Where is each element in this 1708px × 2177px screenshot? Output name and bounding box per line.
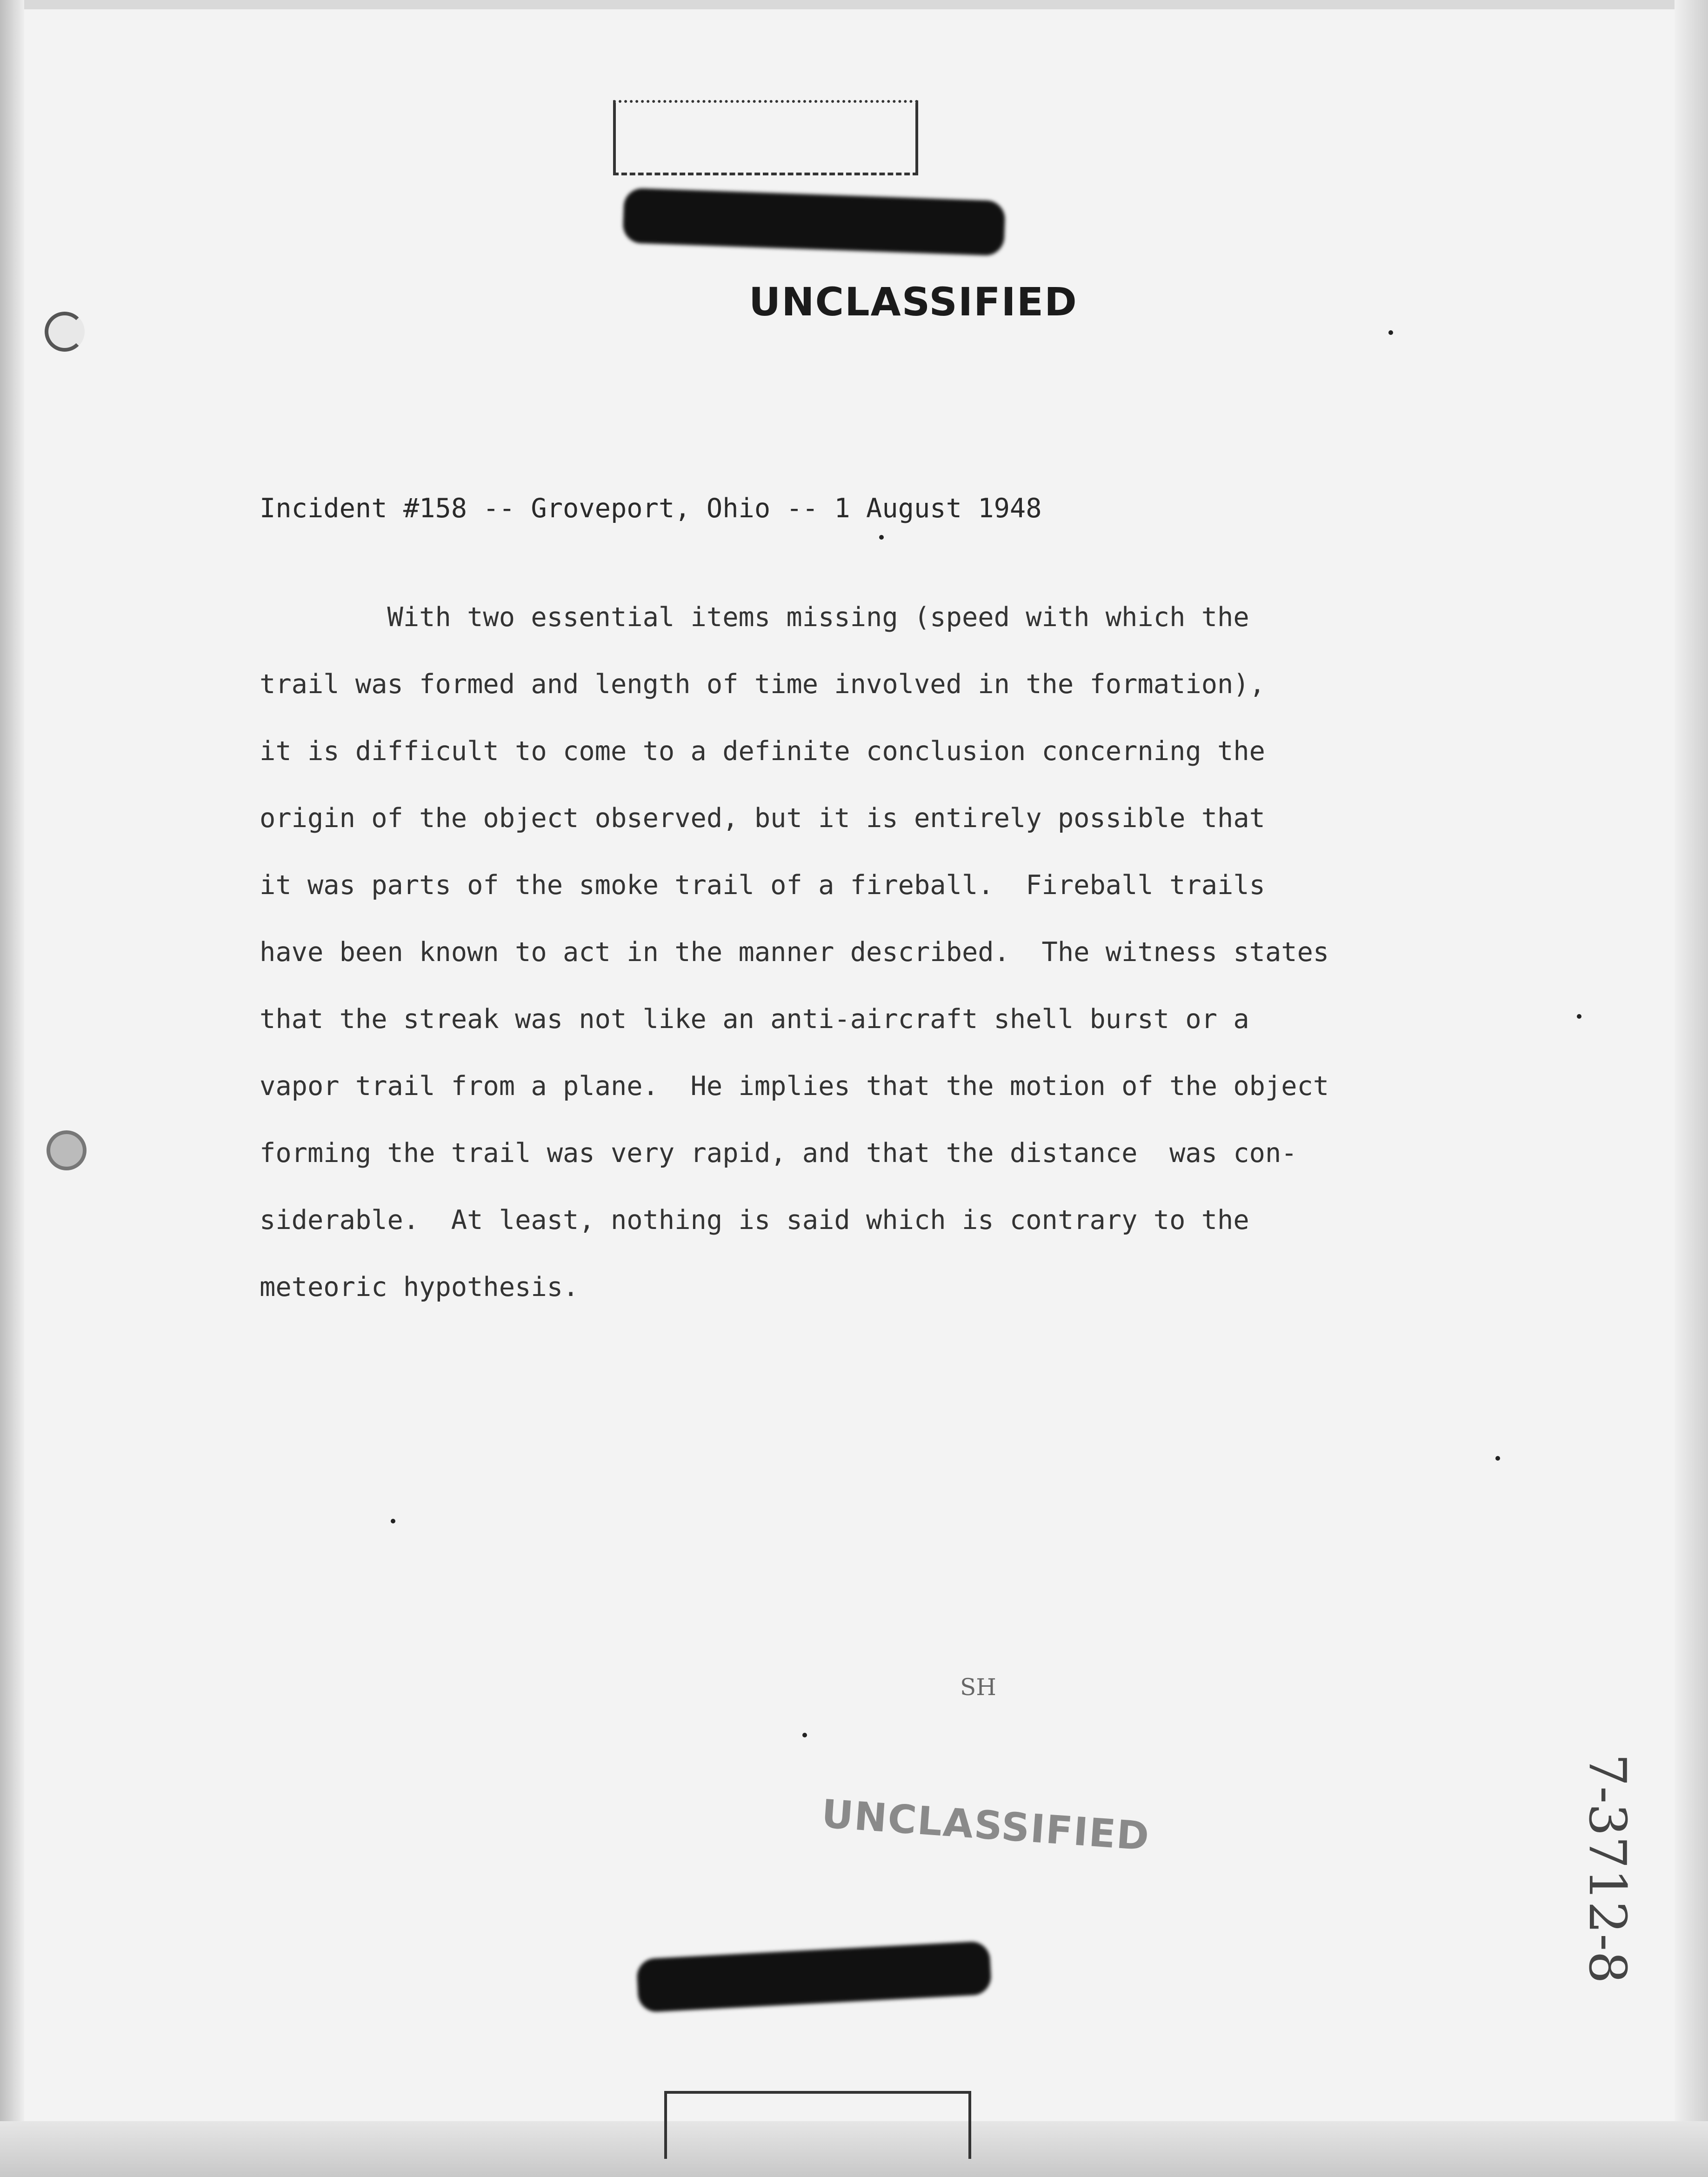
body-line: vapor trail from a plane. He implies that the motion of the object	[260, 1071, 1329, 1102]
classification-stamp-bottom: UNCLASSIFIED	[820, 1791, 1152, 1860]
punch-hole-top	[45, 312, 85, 352]
body-line: it is difficult to come to a definite conclusion concerning the	[260, 736, 1265, 767]
body-line: forming the trail was very rapid, and that the distance was con-	[260, 1138, 1297, 1169]
incident-body	[260, 584, 1385, 1321]
scan-speck	[1495, 1456, 1500, 1461]
scan-speck	[1388, 330, 1393, 335]
body-line: trail was formed and length of time involved in the formation),	[260, 669, 1265, 700]
incident-heading: Incident #158 -- Groveport, Ohio -- 1 August 1948	[260, 493, 1042, 524]
body-line: siderable. At least, nothing is said which is contrary to the	[260, 1205, 1249, 1235]
classification-box-bottom	[664, 2091, 971, 2159]
punch-hole-middle	[47, 1130, 87, 1170]
scan-left-edge	[0, 0, 24, 2177]
scan-speck	[391, 1519, 395, 1523]
handwritten-file-number: 7-3712-8	[1578, 1754, 1637, 1984]
scan-speck	[802, 1733, 807, 1737]
body-line: it was parts of the smoke trail of a fireball. Fireball trails	[260, 870, 1265, 901]
body-line: that the streak was not like an anti-aircraft shell burst or a	[260, 1004, 1249, 1035]
scan-speck	[1577, 1014, 1581, 1019]
classification-box-top	[613, 100, 918, 175]
body-line: meteoric hypothesis.	[260, 1272, 579, 1302]
scan-right-edge	[1675, 0, 1708, 2177]
body-line: have been known to act in the manner described. The witness states	[260, 937, 1329, 968]
body-line: origin of the object observed, but it is entirely possible that	[260, 803, 1265, 834]
body-line: With two essential items missing (speed with which the	[260, 602, 1249, 633]
scan-speck	[879, 535, 884, 540]
typist-initials: SH	[960, 1674, 996, 1701]
classification-stamp-top: UNCLASSIFIED	[749, 279, 1078, 325]
